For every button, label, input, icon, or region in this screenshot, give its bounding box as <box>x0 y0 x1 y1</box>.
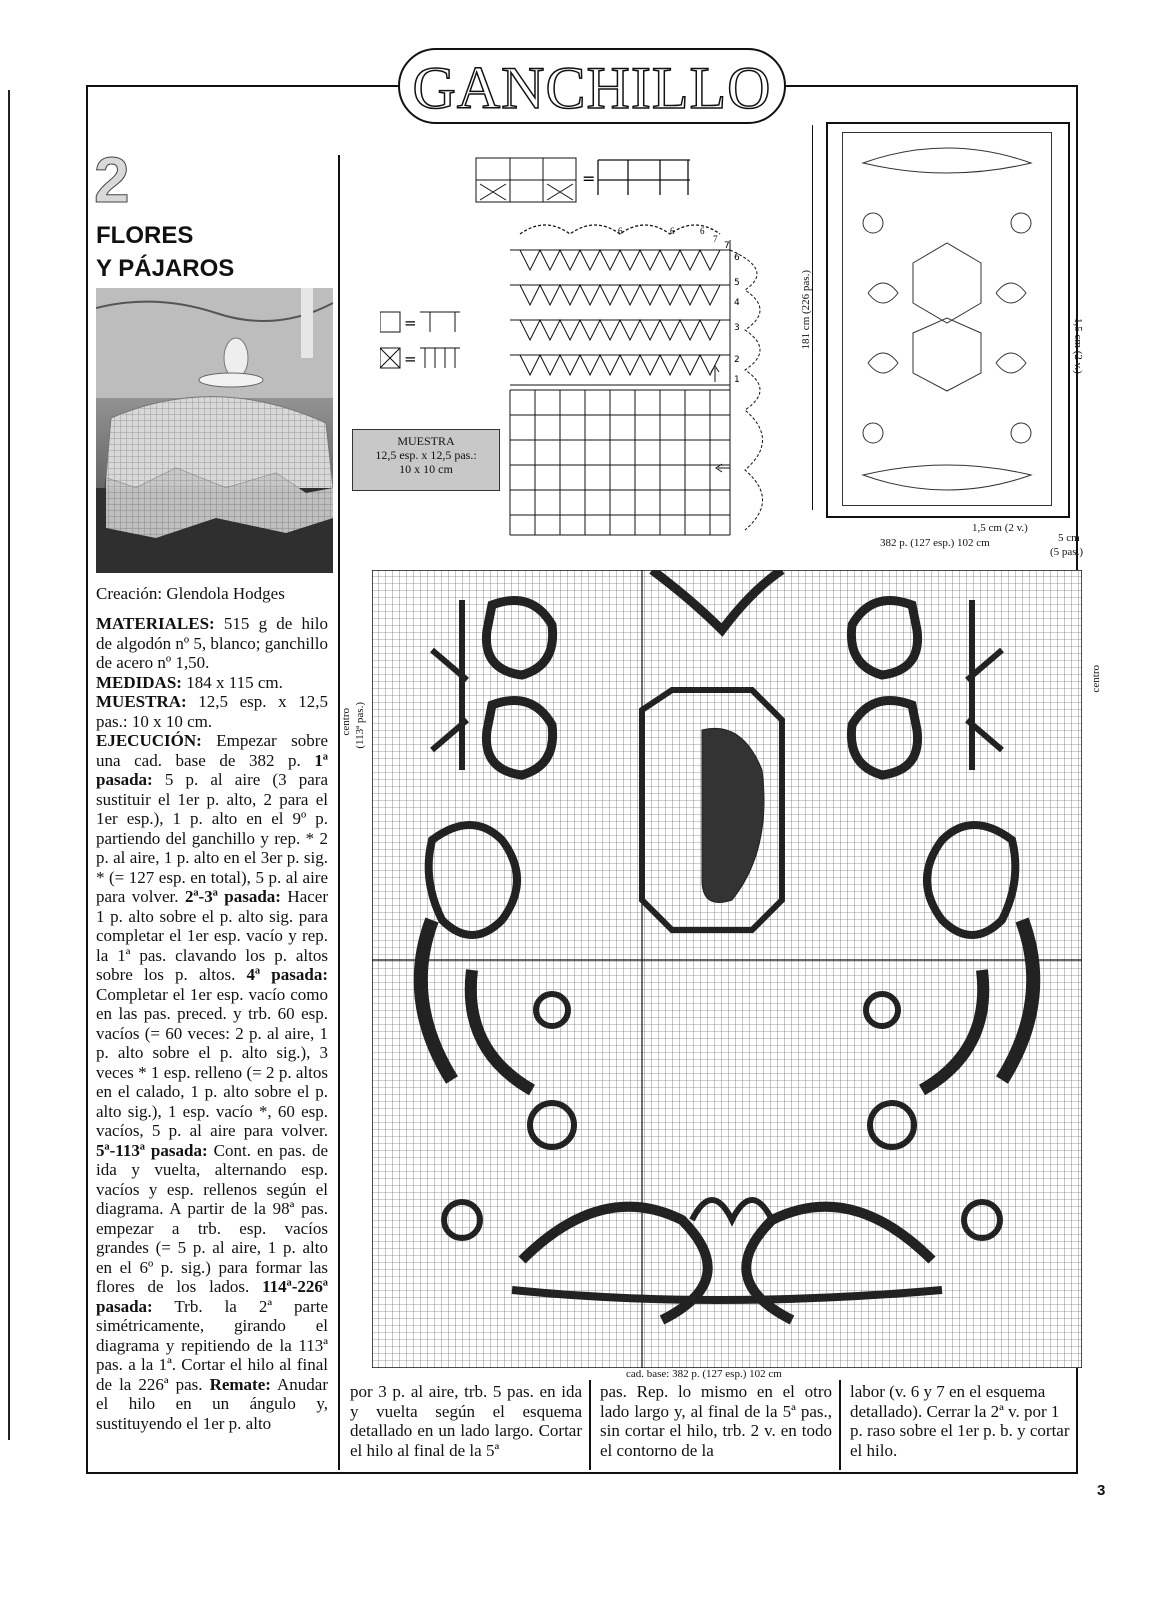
instructions-column-4: labor (v. 6 y 7 en el esquema detallado). Cerrar la 2ª v. por 1 p. raso sobre el 1er p. b. y cortar el hilo. <box>850 1382 1070 1460</box>
instruction-text: Anudar el hilo en un ángulo y, sustituyendo el 1er p. alto <box>96 1374 329 1433</box>
width-label: 382 p. (127 esp.) 102 cm <box>880 537 990 549</box>
row-number: 5 <box>734 278 740 288</box>
arc-number: 6 <box>618 226 623 236</box>
edge-label-cm: 5 cm <box>1058 532 1080 544</box>
arc-number: 7 <box>713 234 718 244</box>
instruction-heading: Remate: <box>209 1374 271 1394</box>
arc-number: 6 <box>670 226 675 236</box>
creator-credit: Creación: Glendola Hodges <box>96 584 285 603</box>
instruction-heading: MEDIDAS: <box>96 672 182 692</box>
instruction-text: 515 g de hilo de algodón nº 5, blanco; ganchillo de acero nº 1,50. <box>96 614 328 672</box>
edge-label-pas: (5 pas.) <box>1050 546 1083 558</box>
row-number: 1 <box>734 375 740 385</box>
border-label-bottom: 1,5 cm (2 v.) <box>972 522 1028 534</box>
row-number: 3 <box>734 323 740 333</box>
instructions-column-3: pas. Rep. lo mismo en el otro lado largo y, al final de la 5ª pas., sin cortar el hilo, trb. 2 v. en todo el contorno de la <box>600 1382 832 1460</box>
row-number: 4 <box>734 298 740 308</box>
svg-text:=: = <box>404 314 417 332</box>
stitch-detail-diagram <box>380 150 800 550</box>
border-label-right: 1,5 cm (2 v.) <box>1072 318 1084 374</box>
height-label: 181 cm (226 pas.) <box>800 270 812 350</box>
column-rule <box>338 155 340 1470</box>
pattern-title-line1: FLORES <box>96 222 194 249</box>
instruction-text: Completar el 1er esp. vacío como en las pas. preced. y trb. 60 esp. vacíos (= 60 veces: 2 p. al aire, 1 p. alto sobre el p. alto sig.), 3 veces * 1 esp. relleno (= 2 p. altos en el calado, 1 p. alto sobre el p. alto sig.), 1 esp. vacío *, 60 esp. vacíos, 5 p. al aire para volver. <box>96 984 328 1140</box>
tablecloth-photo <box>96 288 333 573</box>
instruction-heading: MATERIALES: <box>96 614 215 633</box>
instruction-text: 5 p. al aire (3 para sustituir el 1er p. alto, 2 para el 1er esp.), 1 p. alto en el 9º p. partiendo del ganchillo y rep. * 2 p. al aire, 1 p. alto en el 3er p. sig. * (= 127 esp. en total), 5 p. al aire para volver. <box>96 770 328 906</box>
base-chain-label: cad. base: 382 p. (127 esp.) 102 cm <box>626 1368 782 1380</box>
gauge-title: MUESTRA <box>397 434 455 448</box>
centro-left-label: centro <box>340 708 352 736</box>
instruction-heading: 2ª-3ª pasada: <box>184 887 281 906</box>
instruction-text: 184 x 115 cm. <box>181 672 283 692</box>
page-number: 3 <box>1097 1482 1106 1499</box>
pattern-number: 2 <box>94 144 130 216</box>
height-dimension-line <box>812 125 813 510</box>
instructions-column-1 <box>96 614 328 1433</box>
section-header <box>398 48 786 124</box>
arc-number: 6 <box>700 226 705 236</box>
instructions-column-2: por 3 p. al aire, trb. 5 pas. en ida y vuelta según el esquema detallado en un lado largo. Cortar el hilo al final de la 5ª <box>350 1382 582 1460</box>
instruction-heading: 1ª pasada: <box>96 750 328 789</box>
svg-text:=: = <box>404 350 417 368</box>
gauge-line2: 12,5 esp. x 12,5 pas.: <box>375 448 477 462</box>
row-number: 2 <box>734 355 740 365</box>
centro-right-label: centro <box>1090 665 1102 693</box>
instruction-heading: MUESTRA: <box>96 692 187 711</box>
overview-schematic <box>826 122 1070 518</box>
svg-text:=: = <box>582 169 596 188</box>
pattern-title-line2: Y PÁJAROS <box>96 255 235 282</box>
instruction-heading: 114ª-226ª pasada: <box>96 1277 328 1316</box>
filet-chart <box>372 570 1082 1368</box>
instruction-text: Empezar sobre una cad. base de 382 p. <box>96 731 328 770</box>
row-number: 7 <box>724 241 730 251</box>
column-rule <box>839 1380 841 1470</box>
instruction-text: Trb. la 2ª parte simétricamente, girando el diagrama y repitiendo de la 113ª pas. a la 1ª. Cortar el hilo al final de la 226ª pas. <box>96 1296 328 1394</box>
centro-left-sublabel: (113ª pas.) <box>354 702 366 749</box>
section-title: GANCHILLO <box>412 55 772 121</box>
column-rule <box>589 1380 591 1470</box>
instruction-text: Hacer 1 p. alto sobre el p. alto sig. para completar el 1er esp. vacío y rep. la 1ª pas. clavando los p. altos sobre los p. altos. <box>96 887 328 984</box>
binding-edge <box>0 90 10 1440</box>
row-number: 6 <box>734 253 740 263</box>
instruction-heading: EJECUCIÓN: <box>96 731 202 750</box>
gauge-line3: 10 x 10 cm <box>399 462 453 476</box>
instruction-text: 12,5 esp. x 12,5 pas.: 10 x 10 cm. <box>96 692 328 731</box>
instruction-heading: 4ª pasada: <box>246 965 328 984</box>
instruction-text: Cont. en pas. de ida y vuelta, alternando esp. vacíos y esp. rellenos según el diagrama. A partir de la 98ª pas. empezar a trb. esp. vacíos grandes (= 5 p. al aire, 1 p. alto en el 6º p. sig.) para formar las flores de los lados. <box>96 1140 328 1296</box>
instruction-heading: 5ª-113ª pasada: <box>96 1140 208 1160</box>
